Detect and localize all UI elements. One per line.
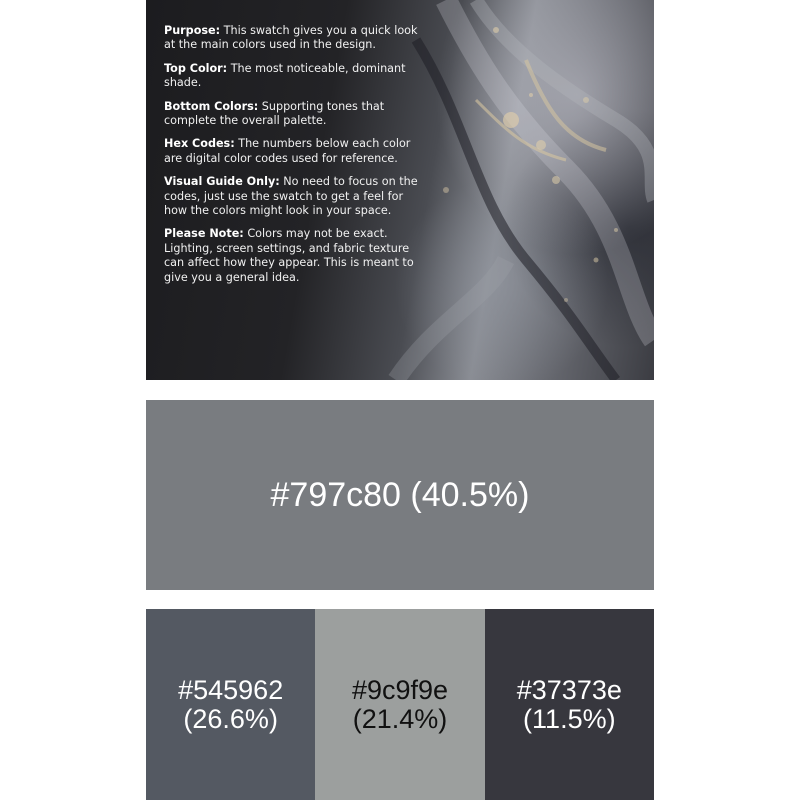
swatch-percent-label: (26.6%)	[183, 703, 278, 734]
marble-artwork-image	[146, 0, 654, 380]
hex-codes-paragraph	[164, 137, 429, 166]
bottom-colors-label: Bottom Colors:	[164, 99, 259, 113]
visual-guide-paragraph	[164, 175, 429, 218]
bottom-colors-text: Supporting tones that complete the overall palette.	[164, 99, 385, 128]
primary-color-swatch	[146, 400, 654, 590]
top-color-paragraph	[164, 62, 429, 91]
swatch-percent-label: (21.4%)	[352, 703, 448, 734]
swatch-info-text	[164, 24, 429, 294]
swatch-hex-label: #37373e	[516, 674, 622, 705]
purpose-text: This swatch gives you a quick look at the main colors used in the design.	[164, 24, 418, 52]
primary-color-label: #797c80 (40.5%)	[270, 475, 530, 514]
swatch-hex-label: #9c9f9e	[351, 674, 449, 705]
visual-guide-label: Visual Guide Only:	[164, 175, 280, 189]
purpose-paragraph	[164, 24, 429, 53]
top-color-text: The most noticeable, dominant shade.	[164, 61, 406, 90]
please-note-text: Colors may not be exact. Lighting, screen settings, and fabric texture can affect how they appear. This is meant to give you a general idea.	[164, 227, 414, 284]
secondary-swatch-row	[146, 609, 654, 800]
purpose-label: Purpose:	[164, 24, 221, 37]
please-note-paragraph	[164, 227, 429, 285]
hex-codes-label: Hex Codes:	[164, 137, 235, 151]
visual-guide-text: No need to focus on the codes, just use the swatch to get a feel for how the colors might look in your space.	[164, 175, 418, 218]
please-note-label: Please Note:	[164, 227, 244, 241]
swatch-hex-label: #545962	[178, 674, 284, 705]
secondary-color-swatch	[485, 609, 654, 800]
secondary-color-swatch	[315, 609, 484, 800]
top-color-label: Top Color:	[164, 61, 228, 75]
bottom-colors-paragraph	[164, 100, 429, 129]
hex-codes-text: The numbers below each color are digital color codes used for reference.	[164, 137, 411, 165]
swatch-percent-label: (11.5%)	[523, 703, 616, 734]
secondary-color-swatch	[146, 609, 315, 800]
